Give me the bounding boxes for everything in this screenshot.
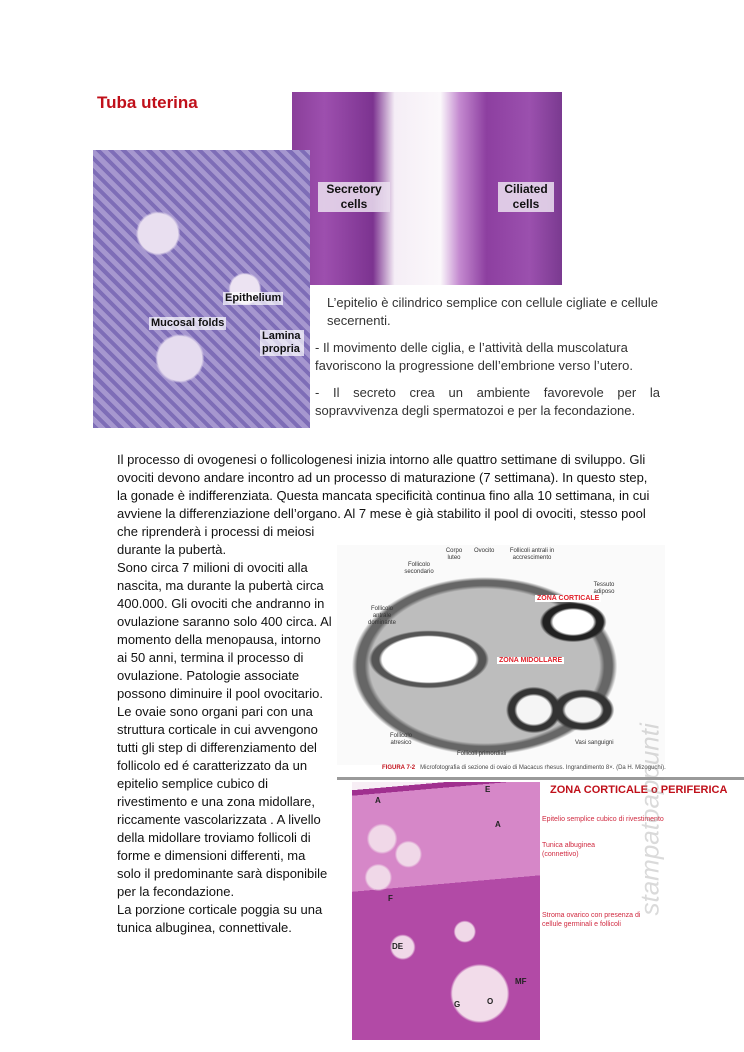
label-vasi-sanguigni: Vasi sanguigni bbox=[575, 740, 614, 746]
histo-label: MF bbox=[515, 977, 527, 986]
tuba-text-3: - Il secreto crea un ambiente favorevole per la sopravvivenza degli spermatozoi e per la fecondazione. bbox=[315, 385, 660, 418]
cortical-histology-micrograph bbox=[352, 782, 540, 1040]
body-text-2: Sono circa 7 milioni di ovociti alla nascita, ma durante la pubertà circa 400.000. Gli ovociti che andranno in ovulazione saranno solo 400 circa. Al momento della menopausa, intorno ai 50 anni, termina il processo di ovulazione. Patologie associate possono diminuire il pool ovocitario. bbox=[117, 560, 332, 701]
body-paragraph-intro: Il processo di ovogenesi o follicologenesi inizia intorno alle quattro settimane di sviluppo. Gli ovociti devono andare incontro ad un processo di maturazione (7 settimana). In questo step, la gonade è indifferenziata. Questa mancata specificità continua fino alla 10 settimana, in cui avviene la differenziazione dell’organo. Al 7 mese è già stabilito il pool di ovociti, stesso pool bbox=[117, 452, 650, 521]
body-text-3: Le ovaie sono organi pari con una struttura corticale in cui avvengono tutti gli step di differenziamento del follicolo ed é caratterizzato da un epitelio semplice cubico di rivestimento e una zona midollare, riccamente vascolarizzata . A livello della midollare troviamo follicoli di forme e dimensioni differenti, ma solo il predominante sarà disponibile per la fecondazione. bbox=[117, 704, 328, 899]
label-stroma: Stroma ovarico con presenza di cellule germinali e follicoli bbox=[542, 912, 641, 928]
ciliated-epithelium-micrograph bbox=[292, 92, 562, 285]
watermark: stampatoappunti bbox=[634, 723, 665, 916]
tuba-description bbox=[315, 294, 660, 429]
mucosal-folds-micrograph bbox=[93, 150, 310, 428]
ovary-section-figure bbox=[337, 545, 665, 765]
label-follicolo-atresico: Follicolo atresico bbox=[389, 733, 412, 746]
label-follicoli-antrali: Follicoli antrali in accrescimento bbox=[509, 548, 555, 561]
label-tessuto-adiposo: Tessuto adiposo bbox=[593, 582, 615, 595]
label-lamina-propria: Lamina propria bbox=[260, 330, 304, 356]
label-ciliated-cells: Ciliated cells bbox=[498, 182, 554, 212]
label-epitelio: Epitelio semplice cubico di rivestimento bbox=[542, 816, 664, 823]
tuba-text-2: - Il movimento delle ciglia, e l’attività della muscolatura favoriscono la progressione dell’embrione verso l’utero. bbox=[315, 340, 633, 373]
body-text-1: che riprenderà i processi di meiosi durante la pubertà. bbox=[117, 524, 315, 557]
label-follicoli-primordiali: Follicoli primordiali bbox=[457, 751, 507, 757]
histo-label: A bbox=[495, 820, 501, 829]
label-follicolo-secondario: Follicolo secondario bbox=[404, 562, 434, 575]
label-corpo-luteo: Corpo luteo bbox=[445, 548, 463, 561]
label-zona-corticale: ZONA CORTICALE bbox=[537, 595, 600, 602]
cortical-zone-title: ZONA CORTICALE o PERIFERICA bbox=[550, 784, 728, 796]
histo-label: G bbox=[454, 1000, 461, 1009]
figure-number: FIGURA 7-2 bbox=[382, 765, 416, 771]
divider bbox=[337, 777, 744, 780]
label-epithelium: Epithelium bbox=[225, 292, 282, 304]
section-title: Tuba uterina bbox=[97, 93, 198, 112]
caption-text: Microfotografia di sezione di ovaio di Macacus rhesus. Ingrandimento 8×. (Da H. Mizoguchi). bbox=[420, 765, 666, 771]
figure-caption bbox=[382, 765, 666, 771]
label-tunica-albuginea: Tunica albuginea (connettivo) bbox=[542, 842, 596, 858]
histo-label: A bbox=[375, 796, 381, 805]
histo-label: O bbox=[487, 997, 494, 1006]
tuba-text-1: L’epitelio è cilindrico semplice con cellule cigliate e cellule secernenti. bbox=[327, 295, 658, 328]
body-column bbox=[117, 523, 332, 937]
label-ovocito: Ovocito bbox=[474, 548, 495, 554]
body-text-4: La porzione corticale poggia su una tunica albuginea, connettivale. bbox=[117, 902, 323, 935]
label-follicolo-antrale: Follicolo antrale dominante bbox=[367, 606, 397, 626]
histo-label: DE bbox=[392, 942, 404, 951]
label-zona-midollare: ZONA MIDOLLARE bbox=[499, 657, 563, 664]
histo-label: E bbox=[485, 785, 491, 794]
histo-label: F bbox=[388, 894, 393, 903]
label-secretory-cells: Secretory cells bbox=[318, 182, 390, 212]
label-mucosal-folds: Mucosal folds bbox=[151, 317, 225, 329]
